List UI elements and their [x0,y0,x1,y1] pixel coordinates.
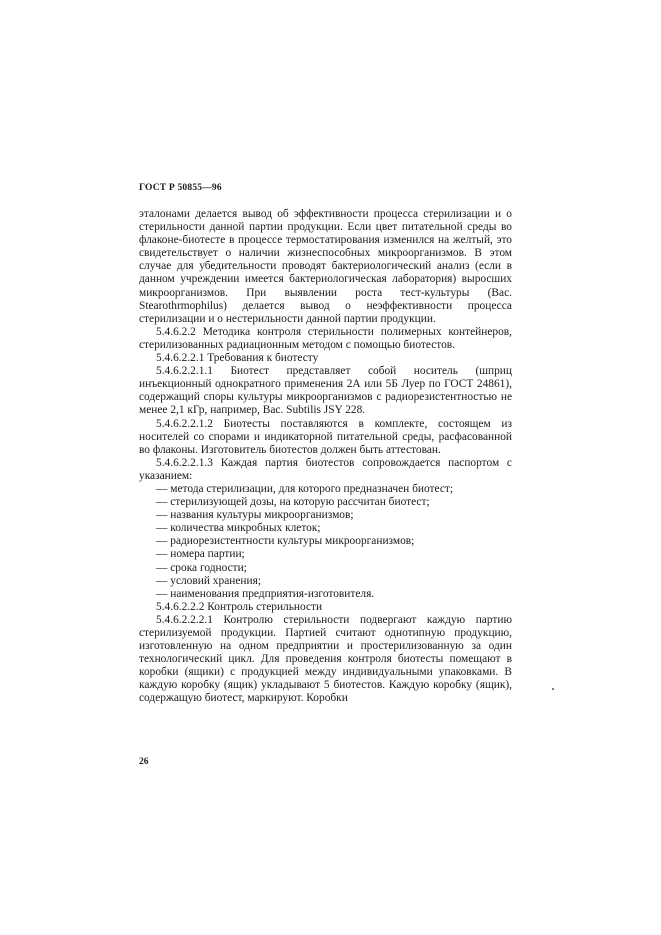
list-item: — номера партии; [139,548,512,561]
list-item: — срока годности; [139,562,512,575]
list-item: — количества микробных клеток; [139,522,512,535]
scan-speck [552,688,554,690]
paragraph-5-4-6-2-2-1-1: 5.4.6.2.2.1.1 Биотест представляет собой носитель (шприц инъекционный однократного применения 2А или 5Б Луер по ГОСТ 24861), содержащий споры культуры микроорганизмов с радиорезистентностью не менее 2,1 кГр, например, Bac. Subtilis JSY 228. [139,365,512,417]
list-item: — названия культуры микроорганизмов; [139,509,512,522]
paragraph-5-4-6-2-2-2-1: 5.4.6.2.2.2.1 Контролю стерильности подвергают каждую партию стерилизуемой продукции. Партией считают однотипную продукцию, изготовленную на одном предприятии и простерилизованную за один технологический цикл. Для проведения контроля биотесты помещают в коробки (ящики) с продукцией между индивидуальными упаковками. В каждую коробку (ящик) укладывают 5 биотестов. Каждую коробку (ящик), содержащую биотест, маркируют. Коробки [139,613,512,705]
paragraph-5-4-6-2-2-1-3: 5.4.6.2.2.1.3 Каждая партия биотестов сопровождается паспортом с указанием: [139,456,512,482]
list-item: — наименования предприятия-изготовителя. [139,588,512,601]
list-item: — стерилизующей дозы, на которую рассчитан биотест; [139,496,512,509]
paragraph-continuation: эталонами делается вывод об эффективности процесса стерилизации и о стерильности данной партии продукции. Если цвет питательной среды во флаконе-биотесте в процессе термостатирования изменился на желтый, это свидетельствует о наличии жизнеспособных микроорганизмов. В этом случае для убедительности проводят бактериологический анализ (если в данном учреждении имеется бактериологическая лаборатория) выросших микроорганизмов. При выявлении роста тест-культуры (Bac. Stearothrmophilus) делается вывод о неэффективности процесса стерилизации и о нестерильности данной партии продукции. [139,208,512,325]
paragraph-5-4-6-2-2-1-2: 5.4.6.2.2.1.2 Биотесты поставляются в комплекте, состоящем из носителей со спорами и индикаторной питательной среды, расфасованной во флаконы. Изготовитель биотестов должен быть аттестован. [139,417,512,456]
document-body [139,208,512,706]
list-item: — условий хранения; [139,575,512,588]
document-code-header: ГОСТ Р 50855—96 [139,183,222,193]
paragraph-5-4-6-2-2-2: 5.4.6.2.2.2 Контроль стерильности [156,600,323,613]
passport-requirements-list [139,483,512,601]
list-item: — метода стерилизации, для которого предназначен биотест; [139,483,512,496]
list-item: — радиорезистентности культуры микроорганизмов; [139,535,512,548]
page-number: 26 [139,757,149,767]
paragraph-5-4-6-2-2-1: 5.4.6.2.2.1 Требования к биотесту [156,352,319,365]
paragraph-5-4-6-2-2: 5.4.6.2.2 Методика контроля стерильности полимерных контейнеров, стерилизованных радиационным методом с помощью биотестов. [139,325,512,351]
